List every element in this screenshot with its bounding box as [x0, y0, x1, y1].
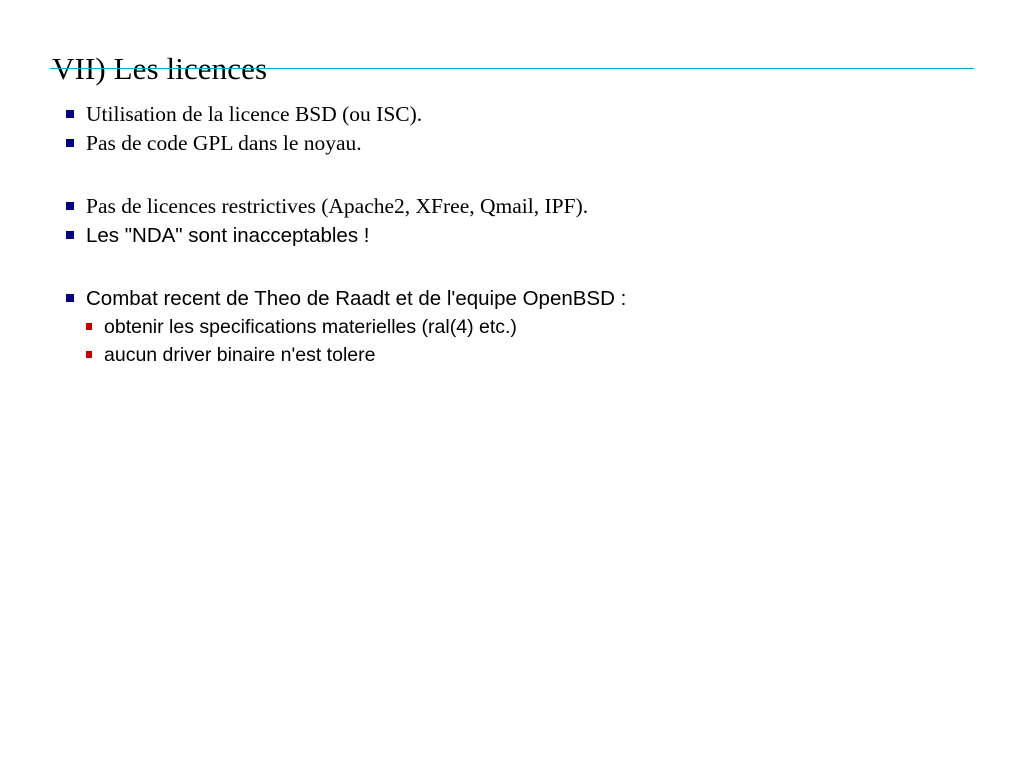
list-item-label: Pas de licences restrictives (Apache2, XFree, Qmail, IPF).	[86, 194, 589, 218]
square-bullet-icon	[66, 139, 74, 147]
spacer	[64, 250, 984, 284]
list-item-label: aucun driver binaire n'est tolere	[104, 344, 376, 366]
bullet-group-1	[64, 100, 984, 158]
list-item-label: Pas de code GPL dans le noyau.	[86, 131, 362, 155]
list-item-label: obtenir les specifications materielles (ral(4) etc.)	[104, 316, 517, 338]
square-bullet-icon	[66, 202, 74, 210]
small-square-bullet-icon	[86, 323, 92, 330]
list-item	[64, 341, 984, 369]
list-item	[64, 284, 984, 313]
list-item	[64, 221, 984, 250]
title-divider	[50, 68, 974, 69]
list-item-label: Combat recent de Theo de Raadt et de l'equipe OpenBSD :	[86, 287, 627, 310]
square-bullet-icon	[66, 110, 74, 118]
small-square-bullet-icon	[86, 351, 92, 358]
list-item	[64, 129, 984, 158]
slide-body	[64, 100, 984, 369]
square-bullet-icon	[66, 294, 74, 302]
bullet-group-2	[64, 192, 984, 250]
square-bullet-icon	[66, 231, 74, 239]
page-title: VII) Les licences	[52, 50, 268, 86]
list-item	[64, 192, 984, 221]
list-item-label: Utilisation de la licence BSD (ou ISC).	[86, 102, 423, 126]
list-item	[64, 100, 984, 129]
list-item-label: Les "NDA" sont inacceptables !	[86, 224, 370, 247]
spacer	[64, 158, 984, 192]
bullet-group-3	[64, 284, 984, 369]
list-item	[64, 313, 984, 341]
